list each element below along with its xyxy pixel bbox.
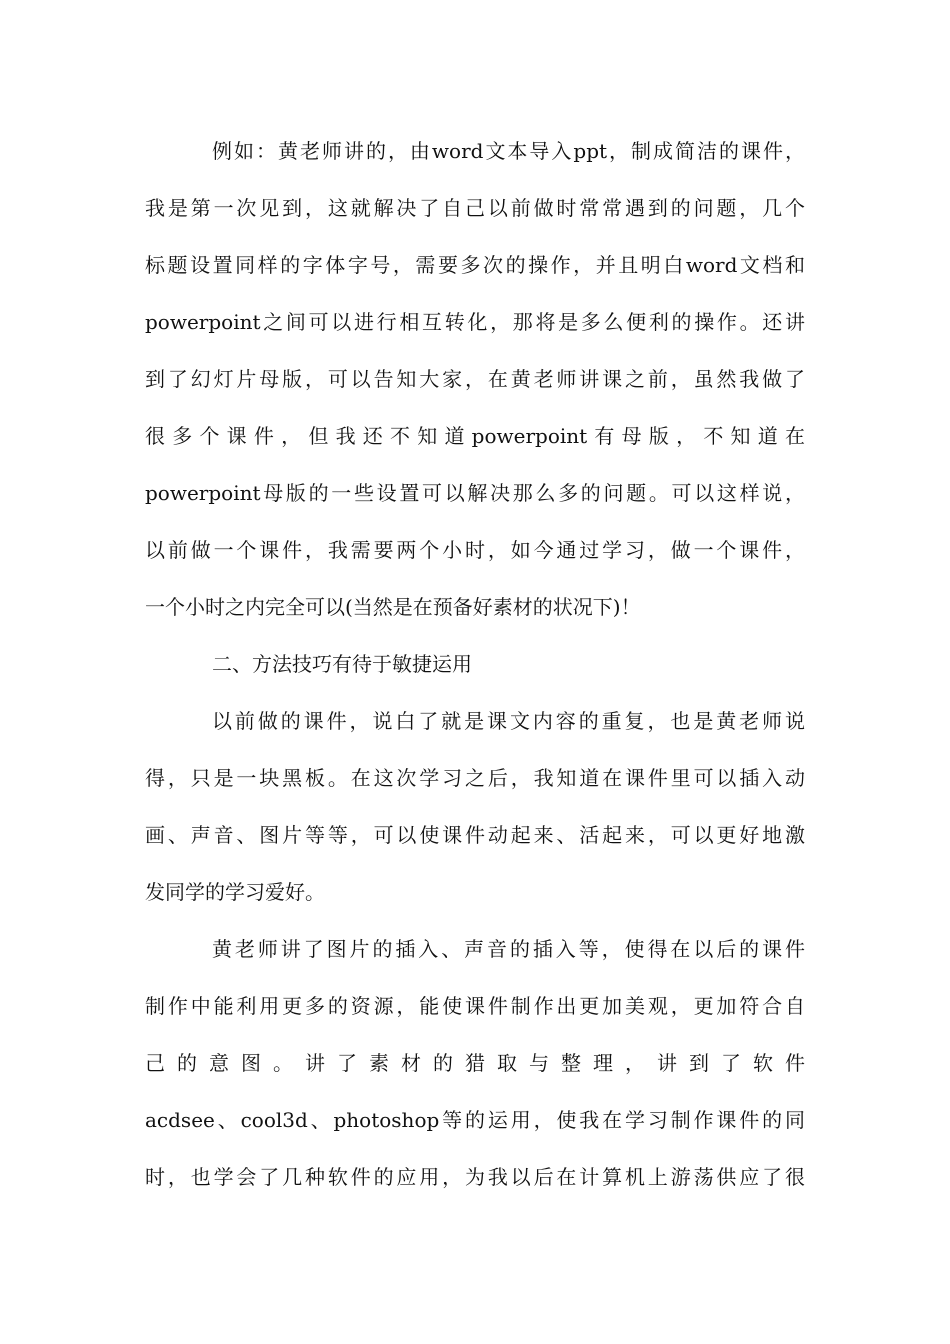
paragraph-line: 很多个课件，但我还不知道powerpoint有母版，不知道在 (145, 424, 805, 448)
paragraph-line: 到了幻灯片母版，可以告知大家，在黄老师讲课之前，虽然我做了 (145, 367, 805, 391)
paragraph-line: 画、声音、图片等等，可以使课件动起来、活起来，可以更好地激 (145, 823, 805, 847)
paragraph-line: 例如：黄老师讲的，由word文本导入ppt，制成简洁的课件， (212, 139, 805, 163)
paragraph-line: powerpoint母版的一些设置可以解决那么多的问题。可以这样说， (145, 481, 805, 505)
paragraph-line: 以前做一个课件，我需要两个小时，如今通过学习，做一个课件， (145, 538, 805, 562)
paragraph-line: 发同学的学习爱好。 (145, 880, 325, 904)
paragraph-line: 己的意图。讲了素材的猎取与整理，讲到了软件 (145, 1051, 805, 1075)
paragraph-line: 得，只是一块黑板。在这次学习之后，我知道在课件里可以插入动 (145, 766, 805, 790)
paragraph-line: acdsee、cool3d、photoshop等的运用，使我在学习制作课件的同 (145, 1108, 805, 1132)
paragraph-line: 以前做的课件，说白了就是课文内容的重复，也是黄老师说 (212, 709, 805, 733)
paragraph-line: 我是第一次见到，这就解决了自己以前做时常常遇到的问题，几个 (145, 196, 805, 220)
paragraph-line: 标题设置同样的字体字号，需要多次的操作，并且明白word文档和 (145, 253, 805, 277)
section-heading: 二、方法技巧有待于敏捷运用 (212, 652, 472, 676)
paragraph-line: 制作中能利用更多的资源，能使课件制作出更加美观，更加符合自 (145, 994, 805, 1018)
paragraph-line: 一个小时之内完全可以(当然是在预备好素材的状况下)！ (145, 595, 641, 619)
paragraph-line: 时，也学会了几种软件的应用，为我以后在计算机上游荡供应了很 (145, 1165, 805, 1189)
paragraph-line: 黄老师讲了图片的插入、声音的插入等，使得在以后的课件 (212, 937, 805, 961)
paragraph-line: powerpoint之间可以进行相互转化，那将是多么便利的操作。还讲 (145, 310, 805, 334)
